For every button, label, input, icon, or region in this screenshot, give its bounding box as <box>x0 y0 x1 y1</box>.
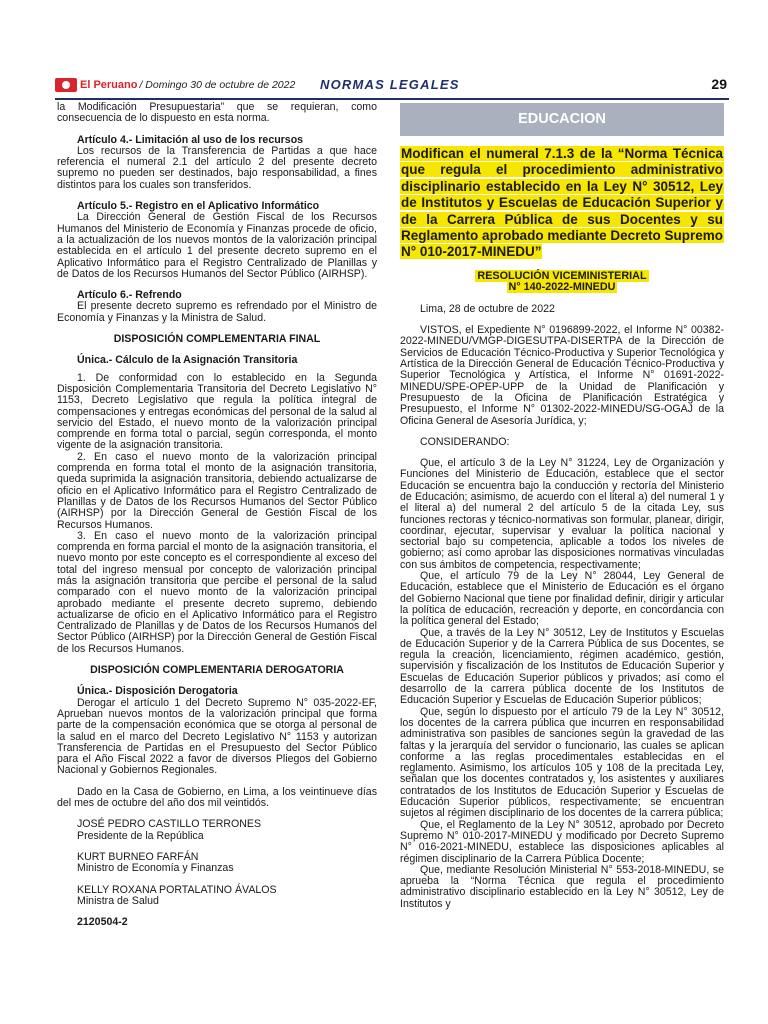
paragraph: Que, a través de la Ley N° 30512, Ley de Institutos y Escuelas de Educación Superior y de la Carrera Pública de sus Docentes, se regula la creación, licenciamiento, régimen académico, gestión, supervisión y fiscalización de los Institutos de Educación Superior y Escuelas de Educación Superior públicos y privados; así como el desarrollo de la carrera pública docente de los Institutos de Educación Superior y Escuelas de Educación Superior públicos; <box>400 626 724 707</box>
signatory-name: JOSÉ PEDRO CASTILLO TERRONES <box>77 818 262 831</box>
paragraph: 3. En caso el nuevo monto de la valorización principal comprenda en forma parcial el monto de la asignación transitoria, el nuevo monto por este concepto es el correspondiente al exceso del total del ingreso mensual por concepto de valorización principal más la asignación transitoria que percibe el personal de la salud comparado con el nuevo monto de la valorización principal aprobado mediante el presente decreto supremo, debiendo actualizarse de oficio en el Aplicativo Informático para el Registro Centralizado de Planillas y de Datos de los Recursos Humanos del Sector Público (AIRHSP) por la Dirección General de Gestión Fiscal de los Recursos Humanos. <box>57 529 377 655</box>
paragraph: Derogar el artículo 1 del Decreto Supremo N° 035-2022-EF, Aprueban nuevos montos de la valorización principal que forma parte de la compensación económica que se otorga al personal de la salud en el marco del Decreto Legislativo N° 1153 y autorizan Transferencia de Partidas en el Presupuesto del Sector Público para el Año Fiscal 2022 a favor de diversos Pliegos del Gobierno Nacional y Gobiernos Regionales. <box>57 696 377 777</box>
section-title: NORMAS LEGALES <box>320 77 460 92</box>
paragraph: Dado en la Casa de Gobierno, en Lima, a los veintinueve días del mes de octubre del año dos mil veintidós. <box>57 785 377 810</box>
masthead <box>55 78 295 92</box>
paragraph: Que, mediante Resolución Ministerial N° 553-2018-MINEDU, se aprueba la “Norma Técnica que regula el procedimiento administrativo disciplinario establecido en la Ley N° 30512, Ley de Institutos y <box>400 863 724 910</box>
paragraph: Que, el Reglamento de la Ley N° 30512, aprobado por Decreto Supremo N° 010-2017-MINEDU y modificado por Decreto Supremo N° 016-2021-MINEDU, establece las disposiciones aplicables al régimen disciplinario de la Carrera Pública Docente; <box>400 818 724 865</box>
article-title: Única.- Cálculo de la Asignación Transitoria <box>77 354 298 367</box>
article-title: Artículo 6.- Refrendo <box>77 289 182 302</box>
paragraph: Los recursos de la Transferencia de Partidas a que hace referencia el numeral 2.1 del artículo 2 del presente decreto supremo no pueden ser destinados, bajo responsabilidad, a fines distintos para los cuales son transferidos. <box>57 144 377 191</box>
signatory-role: Ministra de Salud <box>77 894 159 907</box>
considerando-heading: CONSIDERANDO: <box>420 435 510 448</box>
right-column <box>400 102 724 910</box>
signatory-role: Presidente de la República <box>77 829 204 842</box>
header-rule <box>55 98 729 100</box>
resolution-headline <box>400 146 724 261</box>
paragraph: 2. En caso el nuevo monto de la valorización principal comprenda en forma total el monto de la asignación transitoria, queda suprimida la asignación transitoria, debiendo actualizarse de oficio en el Aplicativo Informático para el Registro Centralizado de Planillas y de Datos de los Recursos Humanos del Sector Público (AIRHSP) por la Dirección General de Gestión Fiscal de los Recursos Humanos. <box>57 450 377 531</box>
paragraph: Que, según lo dispuesto por el artículo 79 de la Ley N° 30512, los docentes de la carrera pública que incurren en responsabilidad administrativa son pasibles de sanciones según la gravedad de las faltas y la jerarquía del servidor o funcionario, las cuales se aplican conforme a las reglas procedimentales establecidas en el reglamento. Asimismo, los artículos 105 y 108 de la precitada Ley, señalan que los docentes contratados y, los asistentes y auxiliares contratados de los Institutos de Educación Superior y Escuelas de Educación Superior públicos, respectivamente; se encuentran sujetos al régimen disciplinario de los docentes de la carrera pública; <box>400 705 724 820</box>
left-column <box>57 102 377 928</box>
resolution-type: RESOLUCIÓN VICEMINISTERIAL <box>477 269 647 282</box>
signatory-name: KURT BURNEO FARFÁN <box>77 850 199 863</box>
paragraph: Que, el artículo 3 de la Ley N° 31224, Ley de Organización y Funciones del Ministerio de Educación, establece que el sector Educación se encuentra bajo la conducción y rectoría del Ministerio de Educación; asimismo, de acuerdo con el literal a) del numeral 1 y el literal a) del numeral 2 del artículo 5 de la citada Ley, sus funciones rectoras y técnico-normativas son formular, planear, dirigir, coordinar, ejecutar, supervisar y evaluar la política nacional y sectorial bajo su competencia, aplicable a todos los niveles de gobierno; así como aprobar las disposiciones normativas vinculadas con sus ámbitos de competencia, respectivamente; <box>400 457 724 571</box>
article-title: Artículo 4.- Limitación al uso de los recursos <box>77 133 304 146</box>
place-date: Lima, 28 de octubre de 2022 <box>420 302 555 315</box>
signatory-name: KELLY ROXANA PORTALATINO ÁVALOS <box>77 883 277 896</box>
article-title: Artículo 5.- Registro en el Aplicativo Informático <box>77 200 320 213</box>
page-header <box>55 76 729 98</box>
headline-text: Modifican el numeral 7.1.3 de la “Norma Técnica que regula el procedimiento administrativo disciplinario establecido en la Ley N° 30512, Ley de Institutos y Escuelas de Educación Superior y de la Carrera Pública de sus Docentes y su Reglamento aprobado mediante Decreto Supremo N° 010-2017-MINEDU” <box>401 146 723 260</box>
coat-of-arms-icon <box>55 78 77 92</box>
paragraph: 1. De conformidad con lo establecido en la Segunda Disposición Complementaria Transitoria del Decreto Legislativo N° 1153, Decreto Legislativo que regula la política integral de compensaciones y entregas económicas del personal de la salud al servicio del Estado, el nuevo monto de la valorización principal comprende en forma total o parcial, según corresponda, el monto vigente de la asignación transitoria. <box>57 371 377 452</box>
issue-date: / Domingo 30 de octubre de 2022 <box>139 79 296 91</box>
article-title: Única.- Disposición Derogatoria <box>77 685 238 698</box>
paragraph: la Modificación Presupuestaria” que se requieran, como consecuencia de lo dispuesto en esta norma. <box>57 101 377 125</box>
paragraph: VISTOS, el Expediente N° 0196899-2022, el Informe N° 00382-2022-MINEDU/VMGP-DIGESUTPA-DISERTPA de la Dirección de Servicios de Educación Técnico-Productiva y Superior Tecnológica y Artística de la Dirección General de Educación Técnico-Productiva y Superior Tecnológica y Artística, el Informe N° 01691-2022-MINEDU/SPE-OPEP-UPP de la Unidad de Planificación y Presupuesto de la Oficina de Planificación Estratégica y Presupuesto, el Informe N° 01302-2022-MINEDU/SG-OGAJ de la Oficina General de Asesoría Jurídica, y; <box>400 324 724 427</box>
resolution-number: N° 140-2022-MINEDU <box>508 281 616 294</box>
paragraph: El presente decreto supremo es refrendado por el Ministro de Economía y Finanzas y la Ministra de Salud. <box>57 300 377 324</box>
document-code: 2120504-2 <box>77 916 128 929</box>
section-heading: DISPOSICIÓN COMPLEMENTARIA FINAL <box>113 333 321 346</box>
paragraph: La Dirección General de Gestión Fiscal de los Recursos Humanos del Ministerio de Economía y Finanzas procede de oficio, a la actualización de los nuevos montos de la valorización principal establecida en el artículo 1 del presente decreto supremo en el Aplicativo Informático para el Registro Centralizado de Planillas y de Datos de los Recursos Humanos del Sector Público (AIRHSP). <box>57 211 377 280</box>
newspaper-brand: El Peruano <box>80 79 138 91</box>
section-heading: DISPOSICIÓN COMPLEMENTARIA DEROGATORIA <box>90 664 344 677</box>
signatory-role: Ministro de Economía y Finanzas <box>77 862 234 875</box>
paragraph: Que, el artículo 79 de la Ley N° 28044, Ley General de Educación, establece que el Ministerio de Educación es el órgano del Gobierno Nacional que tiene por finalidad definir, dirigir y articular la política de educación, recreación y deporte, en concordancia con la política general del Estado; <box>400 570 724 628</box>
page-number: 29 <box>711 76 727 92</box>
section-box: EDUCACION <box>400 103 724 136</box>
